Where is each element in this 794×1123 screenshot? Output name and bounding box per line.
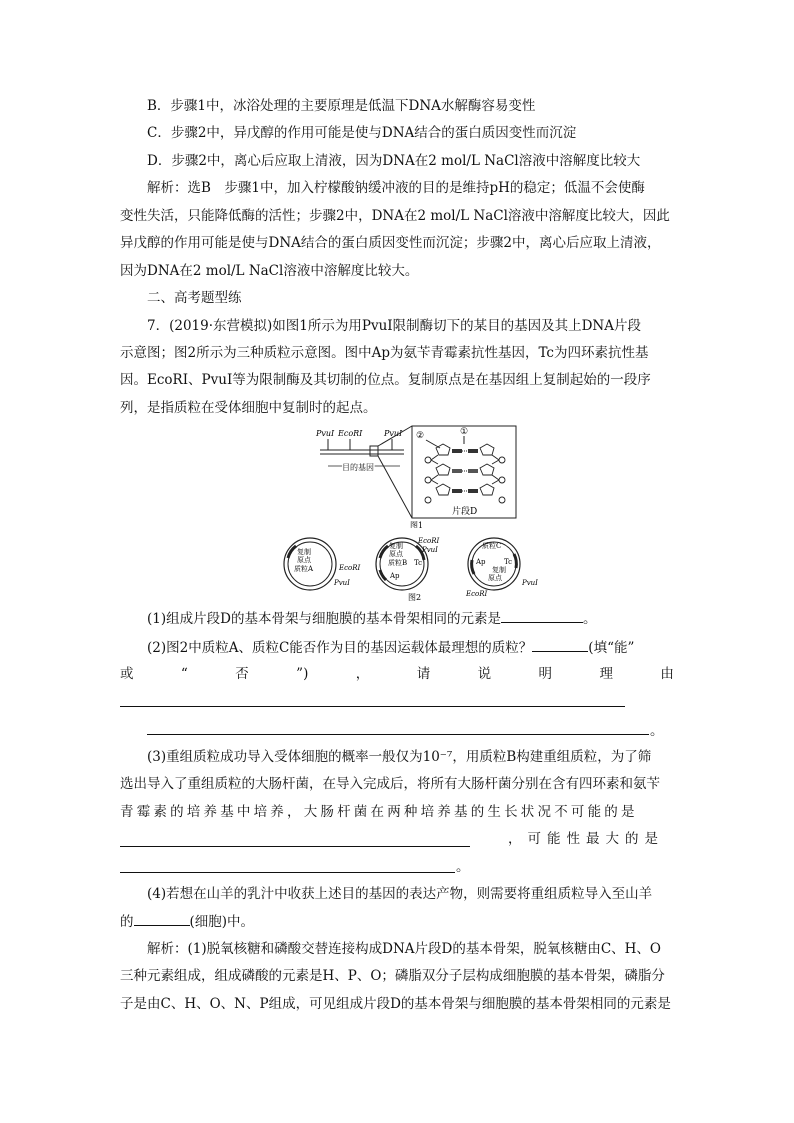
plasmid-a-origin: 原点 — [297, 556, 311, 564]
plasmid-a — [284, 538, 361, 590]
plasmid-b-pvu: PvuⅠ — [422, 546, 438, 554]
question-7-line-4: 列，是指质粒在受体细胞中复制时的起点。 — [120, 400, 377, 416]
plasmid-c-tc-arc — [514, 554, 516, 568]
plasmid-c-name: 质粒C — [482, 542, 502, 550]
plasmid-c — [465, 538, 538, 598]
analysis-6-line-4: 因为DNA在2 mol/L NaCl溶液中溶解度比较大。 — [120, 263, 419, 279]
fig1-pvu-left-label: PvuⅠ — [316, 429, 335, 438]
dna-ladder — [425, 444, 505, 503]
question-7-line-2: 示意图；图2所示为三种质粒示意图。图中Ap为氨苄青霉素抗性基因，Tc为四环素抗性基 — [120, 345, 649, 361]
figure-1 — [300, 422, 530, 528]
sub-question-1: (1)组成片段D的基本骨架与细胞膜的基本骨架相同的元素是 。 — [147, 608, 596, 629]
answer-blank-1[interactable] — [501, 608, 583, 623]
figure-1-caption: 图1 — [410, 521, 424, 528]
sub-question-4-line-2: 的 (细胞)中。 — [120, 911, 254, 932]
plasmid-a-pvu: PvuⅠ — [334, 579, 350, 587]
option-b: B．步骤1中，冰浴处理的主要原理是低温下DNA水解酶容易变性 — [147, 98, 536, 114]
answer-blank-2b[interactable] — [120, 706, 625, 707]
question-7-line-1: 7．(2019·东营模拟)如图1所示为用PvuⅠ限制酶切下的某目的基因及其上DNA片段 — [147, 318, 641, 334]
plasmid-c-ap: Ap — [476, 558, 486, 566]
answer-blank-2a[interactable] — [532, 637, 588, 652]
plasmid-c-tc: Tc — [504, 558, 513, 566]
option-c: C．步骤2中，异戊醇的作用可能是使与DNA结合的蛋白质因变性而沉淀 — [147, 125, 577, 141]
plasmid-c-eco: EcoRⅠ — [466, 590, 488, 598]
fig1-eco-label: EcoRⅠ — [338, 429, 363, 438]
fragment-d-label: 片段D — [452, 507, 478, 517]
option-d: D．步骤2中，离心后应取上清液，因为DNA在2 mol/L NaCl溶液中溶解度比较大 — [147, 153, 641, 169]
answer-blank-2c[interactable] — [147, 734, 649, 735]
analysis-6-line-1: 解析：选B 步骤1中，加入柠檬酸钠缓冲液的目的是维持pH的稳定；低温不会使酶 — [147, 180, 645, 196]
plasmid-a-replicate: 复制 — [297, 548, 311, 556]
plasmid-c-pvu: PvuⅠ — [522, 579, 538, 587]
plasmid-a-eco: EcoRⅠ — [339, 564, 361, 572]
label-circle-2: ② — [416, 431, 425, 441]
analysis-7-line-3: 子是由C、H、O、N、P组成，可见组成片段D的基本骨架与细胞膜的基本骨架相同的元素是 — [120, 996, 671, 1012]
sub-question-3-end: 。 — [456, 859, 470, 875]
base-pairs — [452, 449, 478, 493]
analysis-7-line-2: 三种元素组成，组成磷酸的元素是H、P、O；磷脂双分子层构成细胞膜的基本骨架，磷脂分 — [120, 968, 665, 984]
answer-blank-3b[interactable] — [120, 872, 455, 873]
sub-question-2-end: 。 — [650, 723, 664, 739]
plasmid-b-tc: Tc — [414, 559, 423, 567]
figure-2-caption: 图2 — [408, 593, 422, 602]
plasmid-b-replicate: 复制 — [389, 542, 403, 550]
question-7-line-3: 因。EcoRⅠ、PvuⅠ等为限制酶及其切制的位点。复制原点是在基因组上复制起始的一段序 — [120, 372, 651, 388]
target-gene-label: 目的基因 — [342, 463, 374, 472]
answer-blank-4[interactable] — [134, 911, 190, 926]
sub-question-2-line-2: 或 “ 否 ”) ， 请 说 明 理 由 — [120, 666, 674, 682]
plasmid-b-origin: 原点 — [389, 550, 403, 558]
sub-question-3-line-2: 选出导入了重组质粒的大肠杆菌，在导入完成后，将所有大肠杆菌分别在含有四环素和氨苄 — [120, 776, 660, 792]
section-heading: 二、高考题型练 — [147, 290, 242, 306]
plasmid-a-name: 质粒A — [294, 565, 314, 573]
plasmid-c-replicate: 复制 — [492, 566, 506, 574]
sub-question-3-line-1: (3)重组质粒成功导入受体细胞的概率一般仅为10⁻⁷，用质粒B构建重组质粒，为了筛 — [147, 749, 652, 765]
plasmid-c-origin: 原点 — [488, 574, 502, 582]
analysis-7-line-1: 解析：(1)脱氧核糖和磷酸交替连接构成DNA片段D的基本骨架，脱氧核糖由C、H、O — [147, 941, 662, 957]
analysis-6-line-3: 异戊醇的作用可能是使与DNA结合的蛋白质因变性而沉淀；步骤2中，离心后应取上清液， — [120, 235, 661, 251]
zoom-line-bottom — [378, 456, 412, 518]
plasmid-b-ap: Ap — [390, 572, 400, 580]
plasmid-b-eco: EcoRⅠ — [418, 537, 440, 545]
label-circle-1: ① — [460, 427, 469, 437]
sub-question-2: (2)图2中质粒A、质粒C能否作为目的基因运载体最理想的质粒？ (填“能” — [147, 637, 634, 658]
sub-question-4-line-1: (4)若想在山羊的乳汁中收获上述目的基因的表达产物，则需要将重组质粒导入至山羊 — [147, 886, 653, 902]
plasmid-b-name: 质粒B — [388, 559, 408, 567]
analysis-6-line-2: 变性失活，只能降低酶的活性；步骤2中，DNA在2 mol/L NaCl溶液中溶解度比较大，因此 — [120, 208, 670, 224]
answer-blank-3a[interactable] — [120, 846, 470, 847]
sub-question-3-line-3: 青霉素的培养基中培养，大肠杆菌在两种培养基的生长状况不可能的是 — [120, 804, 638, 820]
sub-question-3-line-4: ，可能性最大的是 — [508, 831, 664, 847]
plasmid-c-ap-arc — [472, 560, 474, 574]
fig1-pvu-right-label: PvuⅠ — [384, 429, 403, 438]
figure-2 — [282, 530, 552, 602]
plasmid-b — [376, 537, 440, 590]
